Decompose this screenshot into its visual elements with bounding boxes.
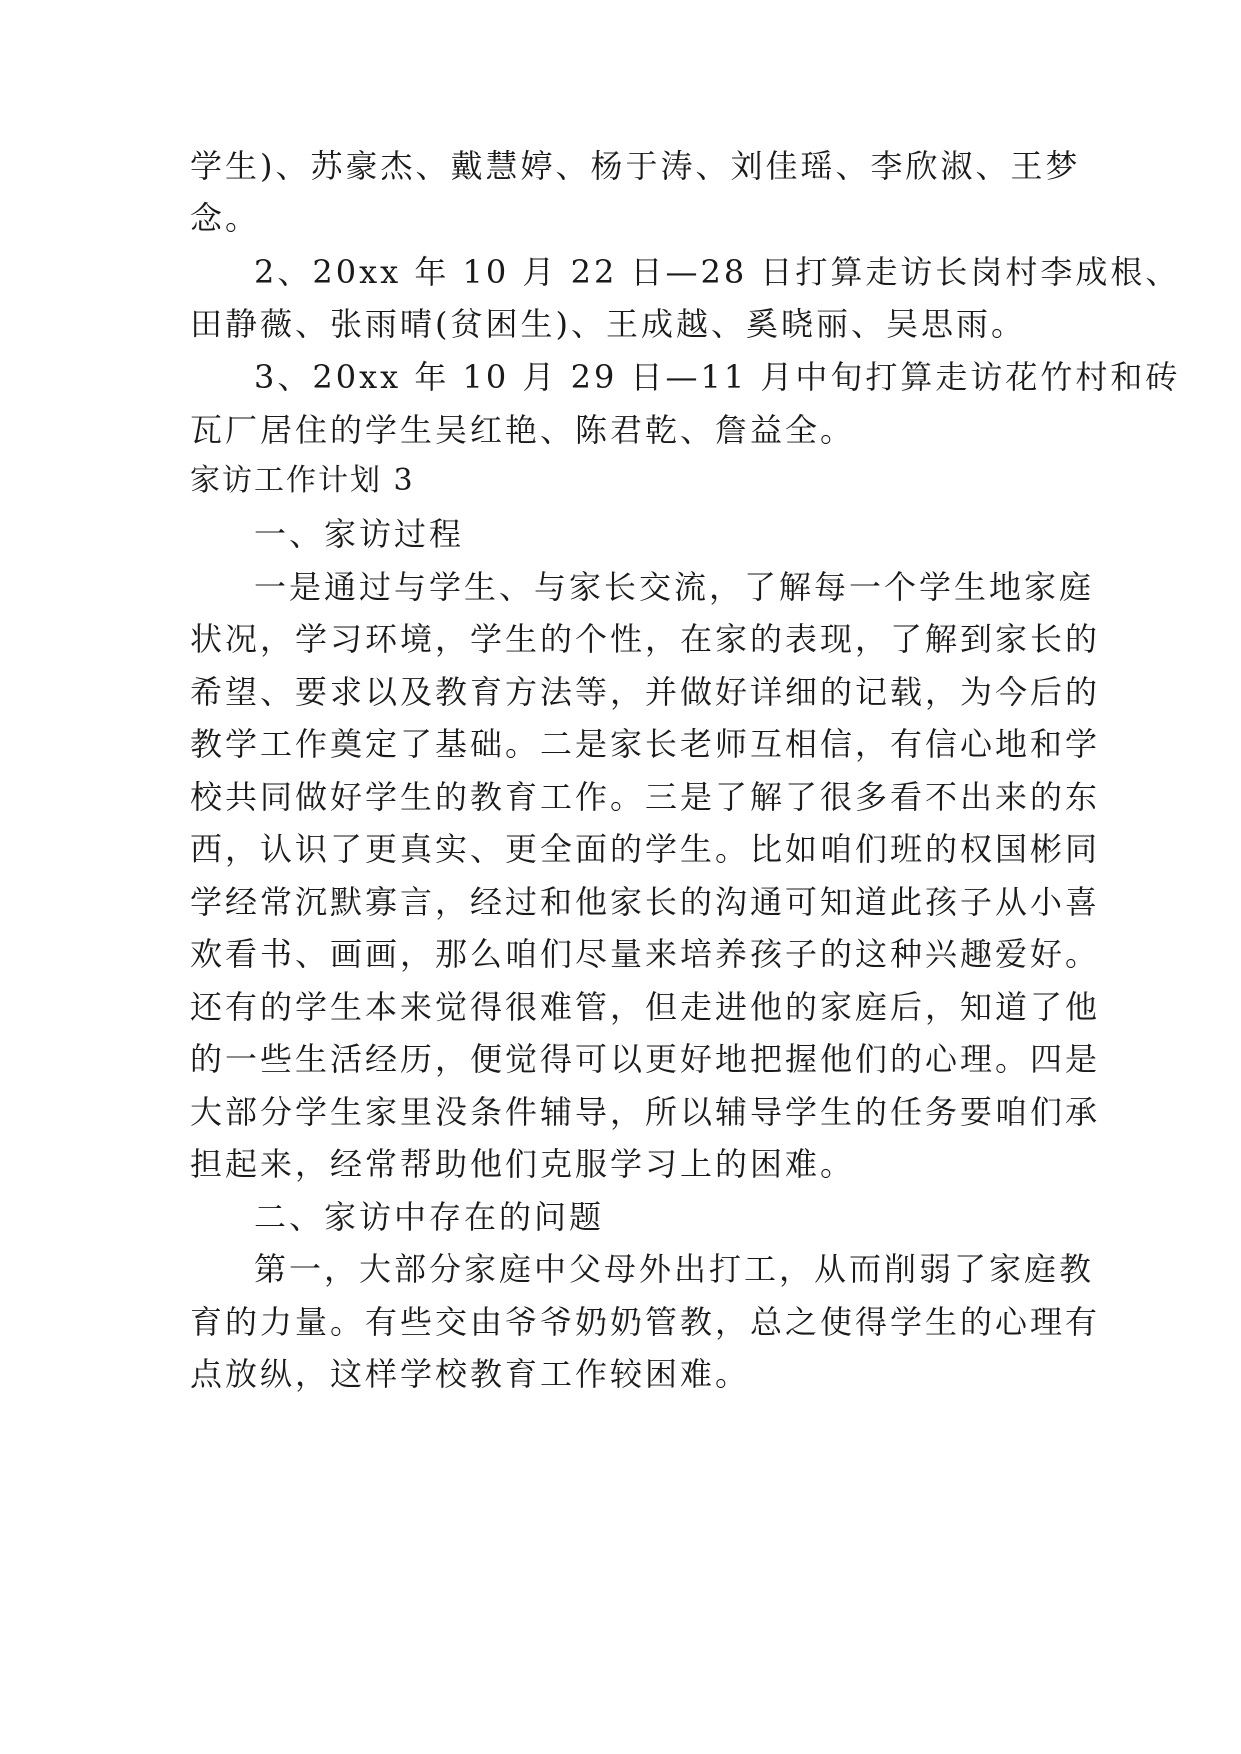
section1-paragraph-line: 教学工作奠定了基础。二是家长老师互相信，有信心地和学 <box>190 725 1101 763</box>
section1-paragraph-line: 还有的学生本来觉得很难管，但走进他的家庭后，知道了他 <box>190 988 1101 1026</box>
section1-paragraph-line: 担起来，经常帮助他们克服学习上的困难。 <box>190 1145 856 1183</box>
plan3-title: 家访工作计划 3 <box>190 463 415 498</box>
section1-paragraph-line: 希望、要求以及教育方法等，并做好详细的记载，为今后的 <box>190 673 1101 711</box>
section1-paragraph-line: 状况，学习环境，学生的个性，在家的表现，了解到家长的 <box>190 620 1101 658</box>
section1-paragraph-line: 西，认识了更真实、更全面的学生。比如咱们班的权国彬同 <box>190 830 1101 868</box>
plan2-item-2-line-2: 田静薇、张雨晴(贫困生)、王成越、奚晓丽、吴思雨。 <box>190 305 1026 343</box>
section2-paragraph-line: 第一，大部分家庭中父母外出打工，从而削弱了家庭教 <box>254 1250 1095 1288</box>
plan2-list-tail-line-1: 学生)、苏豪杰、戴慧婷、杨于涛、刘佳瑶、李欣淑、王梦 <box>190 147 1081 185</box>
plan2-item-2-line-1: 2、20xx 年 10 月 22 日—28 日打算走访长岗村李成根、 <box>254 253 1181 291</box>
section1-paragraph-line: 欢看书、画画，那么咱们尽量来培养孩子的这种兴趣爱好。 <box>190 935 1101 973</box>
section2-paragraph-line: 育的力量。有些交由爷爷奶奶管教，总之使得学生的心理有 <box>190 1303 1101 1341</box>
section1-paragraph-line: 一是通过与学生、与家长交流，了解每一个学生地家庭 <box>254 568 1095 606</box>
plan2-list-tail-line-2: 念。 <box>190 199 261 237</box>
section1-paragraph-line: 的一些生活经历，便觉得可以更好地把握他们的心理。四是 <box>190 1040 1101 1078</box>
section2-paragraph-line: 点放纵，这样学校教育工作较困难。 <box>190 1355 751 1393</box>
section1-paragraph-line: 校共同做好学生的教育工作。三是了解了很多看不出来的东 <box>190 778 1101 816</box>
section2-heading: 二、家访中存在的问题 <box>254 1198 605 1236</box>
section1-heading: 一、家访过程 <box>254 515 465 553</box>
plan2-item-3-line-2: 瓦厂居住的学生吴红艳、陈君乾、詹益全。 <box>190 411 856 449</box>
section1-paragraph-line: 大部分学生家里没条件辅导，所以辅导学生的任务要咱们承 <box>190 1093 1101 1131</box>
plan2-item-3-line-1: 3、20xx 年 10 月 29 日—11 月中旬打算走访花竹村和砖 <box>254 358 1181 396</box>
section1-paragraph-line: 学经常沉默寡言，经过和他家长的沟通可知道此孩子从小喜 <box>190 883 1101 921</box>
